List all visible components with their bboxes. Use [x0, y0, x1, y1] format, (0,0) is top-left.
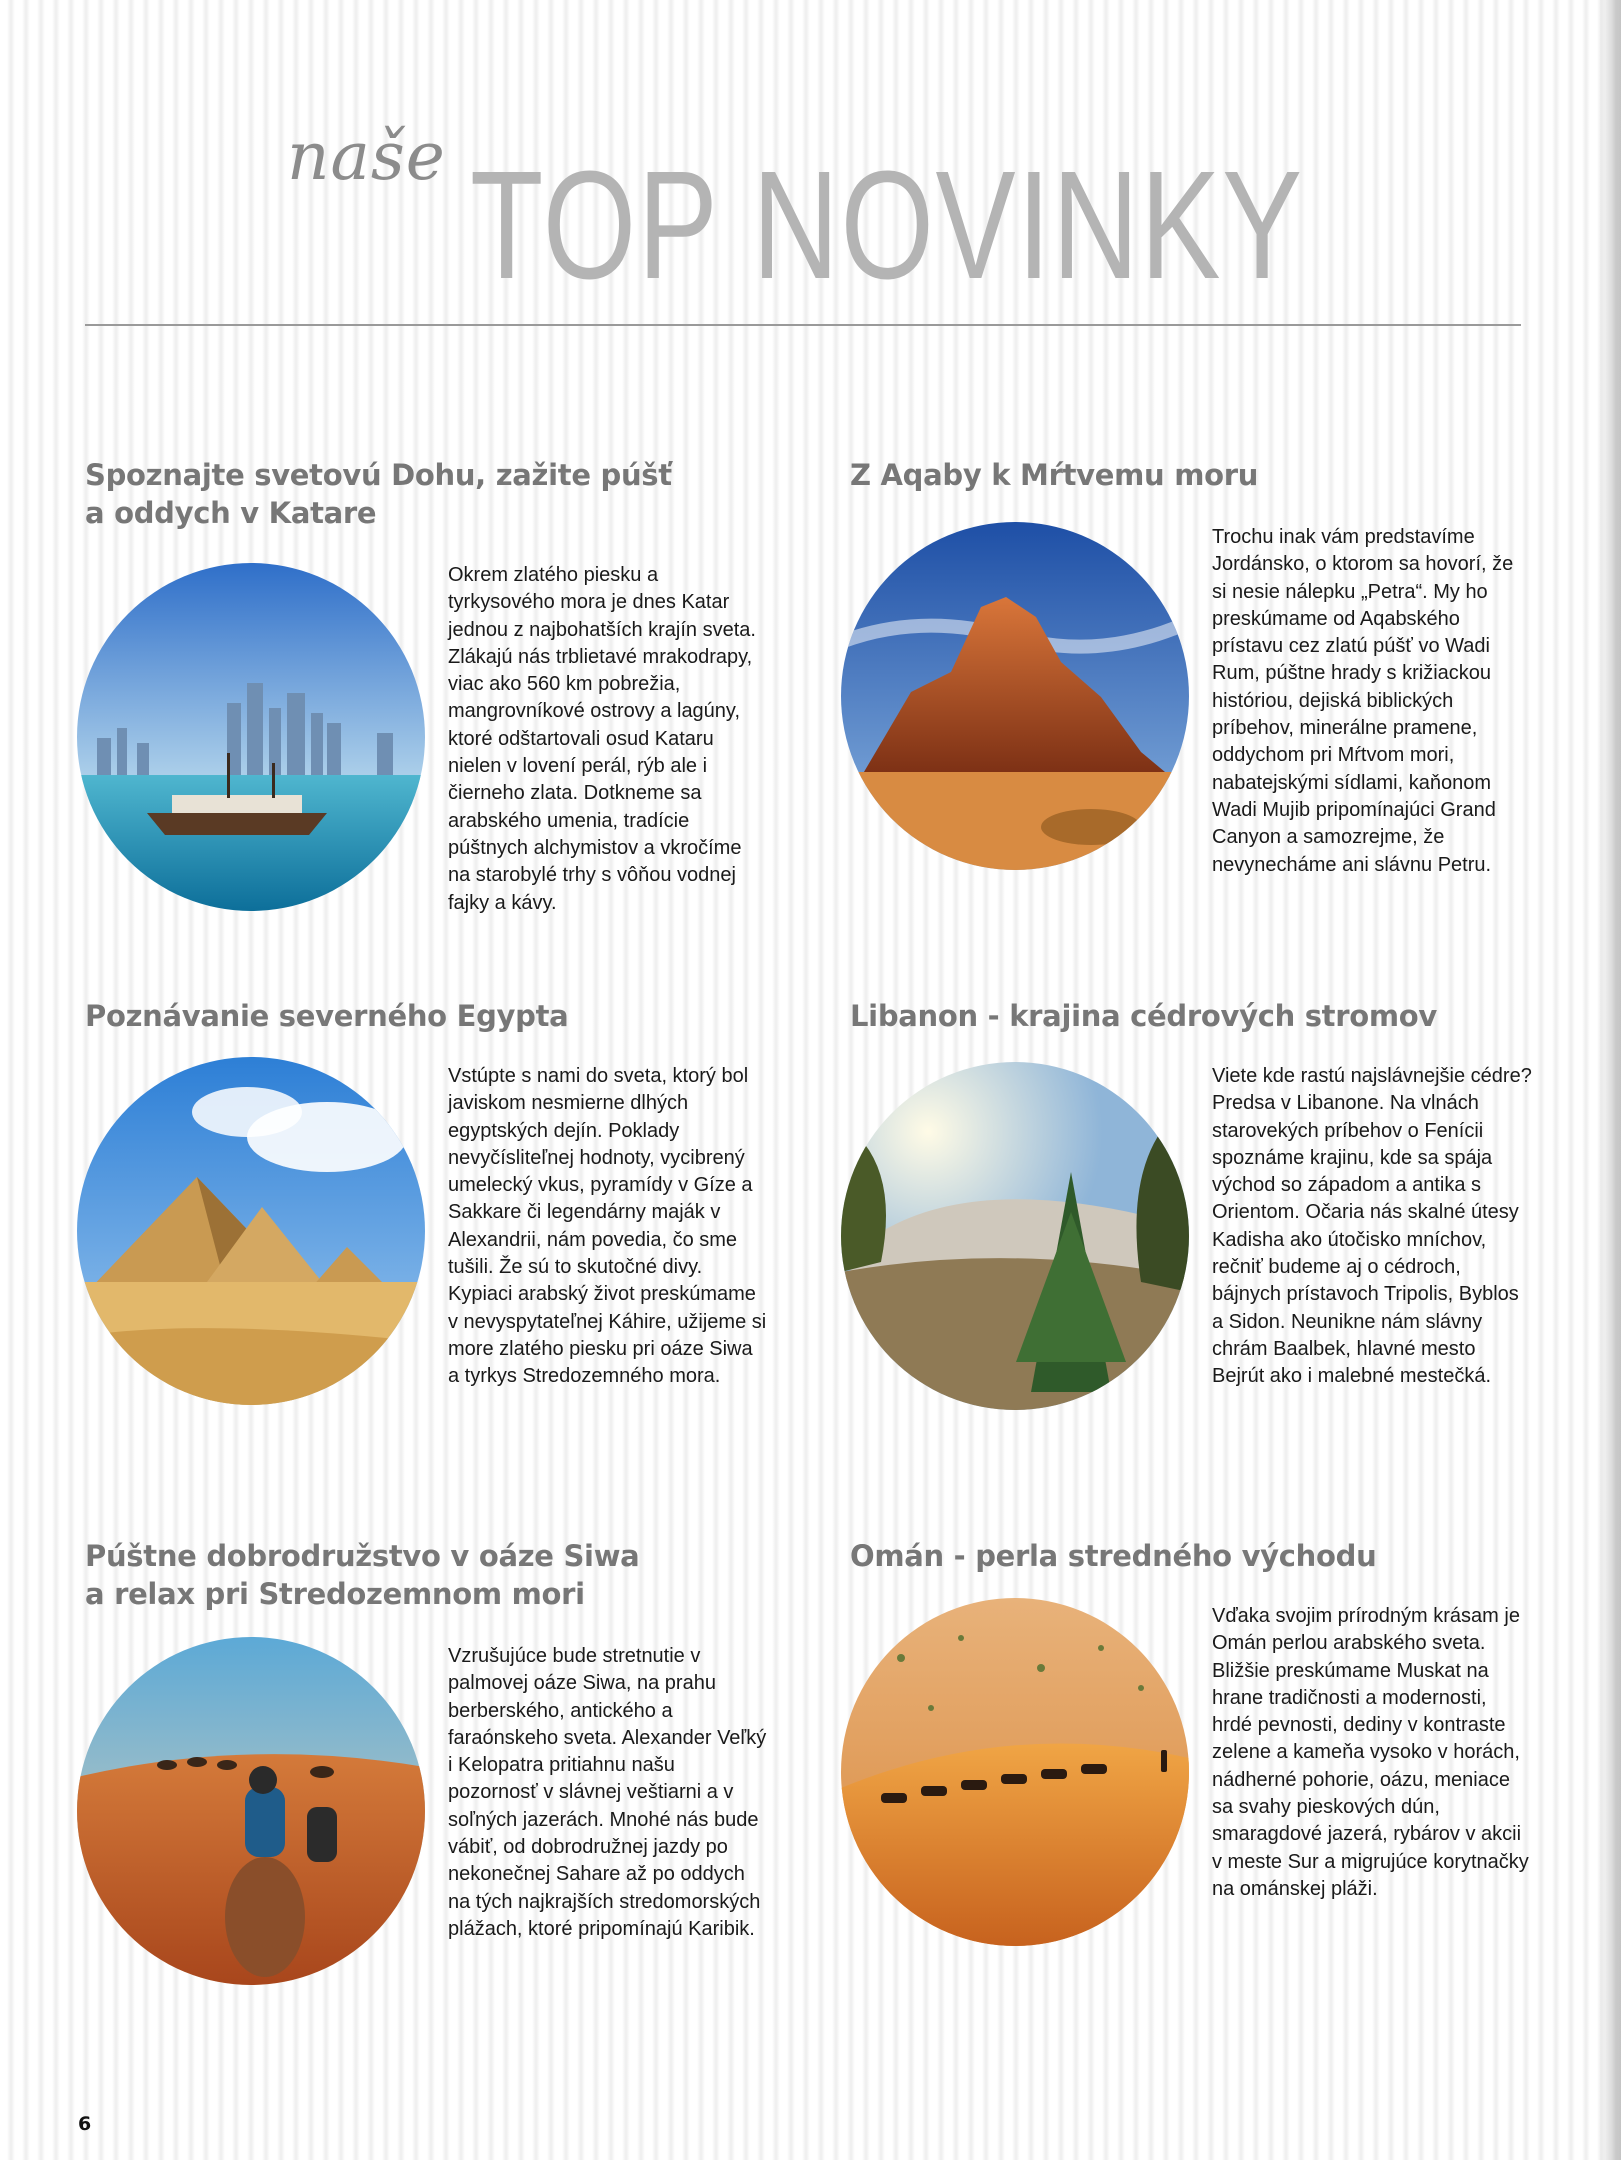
camel-caravan-riders-photo	[77, 1637, 425, 1985]
section-text-lebanon: Viete kde rastú najslávnejšie cédre? Predsa v Libanone. Na vlnách starovekých príbehov o Fenícii spoznáme krajinu, kde sa spája východ so západom a antika s Orientom. Očaria nás skalné útesy Kadisha ako útočisko mníchov, rečniť budeme aj o cédroch, bájnych prístavoch Tripolis, Byblos a Sidon. Neunikne nám slávny chrám Baalbek, hlavné mesto Bejrút ako i malebné mestečká.	[1212, 1065, 1532, 1388]
section-lebanon	[850, 997, 1550, 1035]
section-text-jordan: Trochu inak vám predstavíme Jordánsko, o ktorom sa hovorí, že si nesie nálepku „Petra“. My ho preskúmame od Aqabského prístavu cez zlatú púšť vo Wadi Rum, púštne hrady s križiackou históriou, dejiská biblických príbehov, minerálne pramene, oddychom pri Mŕtvom mori, nabatejskými sídlami, kaňonom Wadi Mujib pripomínajúci Grand Canyon a samozrejme, že nevynecháme ani slávnu Petru.	[1212, 526, 1514, 876]
page-edge-shade	[1599, 0, 1621, 2160]
section-title-line: Púštne dobrodružstvo v oáze Siwa	[85, 1539, 640, 1573]
section-jordan	[850, 456, 1550, 494]
section-text-egypt: Vstúpte s nami do sveta, ktorý bol javiskom nesmierne dlhých egyptských dejín. Poklady nevyčísliteľnej hodnoty, vycibrený umelecký vkus, pyramídy v Gíze a Sakkare či legendárny maják v Alexandrii, nám povedia, čo sme tušili. Že sú to skutočné divy. Kypiaci arabský život preskúmame v nevyspytateľnej Káhire, užijeme si more zlatého piesku pri oáze Siwa a tyrkys Stredozemného mora.	[448, 1065, 767, 1388]
lebanon-cedars-photo	[841, 1062, 1189, 1410]
section-title-line: Libanon - krajina cédrových stromov	[850, 999, 1438, 1033]
section-title-line: Z Aqaby k Mŕtvemu moru	[850, 458, 1259, 492]
wadi-rum-rock-photo	[841, 522, 1189, 870]
section-title-line: Poznávanie severného Egypta	[85, 999, 569, 1033]
section-title-katar	[85, 456, 785, 532]
giza-pyramids-photo	[77, 1057, 425, 1405]
section-title-egypt	[85, 997, 785, 1035]
section-oman	[850, 1537, 1550, 1575]
section-siwa	[85, 1537, 785, 1613]
section-title-line: a relax pri Stredozemnom mori	[85, 1577, 585, 1611]
section-title-line: a oddych v Katare	[85, 496, 377, 530]
section-title-siwa	[85, 1537, 785, 1613]
section-egypt	[85, 997, 785, 1035]
header-divider	[85, 324, 1521, 326]
page-number: 6	[78, 2113, 92, 2135]
section-title-line: Omán - perla stredného východu	[850, 1539, 1377, 1573]
section-text-katar: Okrem zlatého piesku a tyrkysového mora je dnes Katar jednou z najbohatších krajín sveta. Zlákajú nás trblietavé mrakodrapy, viac ako 560 km pobrežia, mangrovníkové ostrovy a lagúny, ktoré odštartovali osud Kataru nielen v lovení perál, rýb ale i čierneho zlata. Dotkneme sa arabského umenia, tradície púštnych alchymistov a vkročíme na starobylé trhy s vôňou vodnej fajky a kávy.	[448, 564, 756, 914]
section-katar	[85, 456, 785, 532]
section-text-oman: Vďaka svojim prírodným krásam je Omán perlou arabského sveta. Bližšie preskúmame Muskat na hrane tradičnosti a modernosti, hrdé pevnosti, dediny v kontraste zelene a kameňa vysoko v horách, nádherné pohorie, oázu, meniace sa svahy pieskových dún, smaragdové jazerá, rybárov v akcii v meste Sur a migrujúce korytnačky na ománskej pláži.	[1212, 1605, 1529, 1900]
section-title-line: Spoznajte svetovú Dohu, zažite púšť	[85, 458, 672, 492]
page-title: TOP NOVINKY	[470, 139, 1304, 311]
oman-dunes-caravan-photo	[841, 1598, 1189, 1946]
section-title-lebanon	[850, 997, 1550, 1035]
section-text-siwa: Vzrušujúce bude stretnutie v palmovej oáze Siwa, na prahu berberského, antického a faraónskeho sveta. Alexander Veľký i Kelopatra pritiahnu našu pozornosť v slávnej veštiarni a v soľných jazerách. Mnohé nás bude vábiť, od dobrodružnej jazdy po nekonečnej Sahare až po oddych na tých najkrajších stredomorských plážach, ktoré pripomínajú Karibik.	[448, 1645, 767, 1940]
doha-skyline-dhow-photo	[77, 563, 425, 911]
header-prefix: naše	[287, 118, 446, 195]
section-title-jordan	[850, 456, 1550, 494]
section-title-oman	[850, 1537, 1550, 1575]
